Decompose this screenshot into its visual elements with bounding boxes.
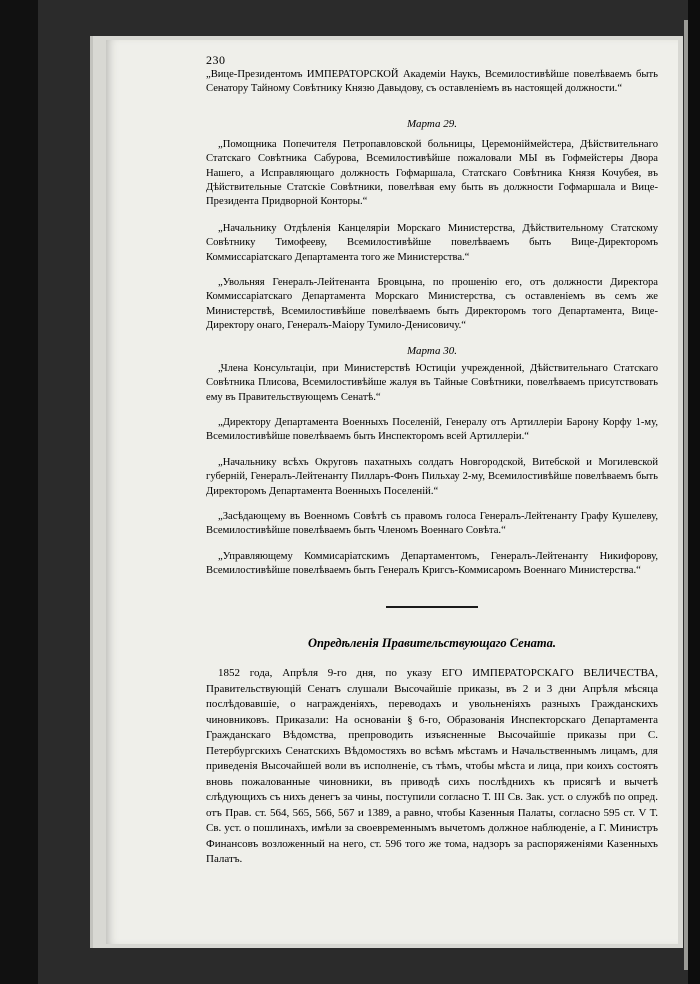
scan-background-right — [688, 0, 700, 984]
scan-background-left — [0, 0, 38, 984]
page-number: 230 — [206, 53, 226, 67]
paragraph-korf: „Директору Департамента Военныхъ Поселеній, Генералу отъ Артиллеріи Барону Корфу 1-му, Всемилостивѣйше повелѣваемъ быть Инспекторомъ всей Артиллеріи.“ — [206, 417, 658, 443]
paragraph-kushelev: „Засѣдающему въ Военномъ Совѣтѣ съ правомъ голоса Генералъ-Лейтенанту Графу Кушелеву, Всемилостивѣйше повелѣваемъ быть Членомъ Военнаго Совѣта.“ — [206, 511, 658, 537]
paragraph-nikiforov: „Управляющему Коммисаріатскимъ Департаментомъ, Генералъ-Лейтенанту Никифорову, Всемилостивѣйше повелѣваемъ быть Генералъ Кригсъ-Коммисаромъ Военнаго Министерства.“ — [206, 551, 658, 577]
paragraph-saburov: „Помощника Попечителя Петропавловской больницы, Церемоніймейстера, Дѣйствительнаго Статскаго Совѣтника Сабурова, Всемилостивѣйше пожаловали МЫ въ Гофмейстеры Двора Нашего, а Исправляющаго должность Гофмаршала, Статскаго Совѣтника Князя Кочубея, въ Дѣйствительные Статскіе Совѣтники, повелѣвая ему быть въ должности Гофмаршала и Вице-Президента Придворной Конторы.“ — [206, 139, 658, 208]
paragraph-plisov: „Члена Консультаціи, при Министерствѣ Юстиціи учрежденной, Дѣйствительнаго Статскаго Совѣтника Плисова, Всемилостивѣйше жалуя въ Тайные Совѣтники, повелѣваемъ присутствовать ему въ Правительствующемъ Сенатѣ.“ — [206, 363, 658, 403]
date-heading-march-30: Марта 30. — [407, 345, 457, 357]
paragraph-vice-president: „Вице-Президентомъ ИМПЕРАТОРСКОЙ Академіи Наукъ, Всемилостивѣйше повелѣваемъ быть Сенатору Тайному Совѣтнику Князю Давыдову, съ оставленіемъ въ настоящей должности.“ — [206, 69, 658, 95]
date-heading-march-29: Марта 29. — [407, 118, 457, 130]
paragraph-timofeev: „Начальнику Отдѣленія Канцеляріи Морскаго Министерства, Дѣйствительному Статскому Совѣтнику Тимофееву, Всемилостивѣйше повелѣваемъ быть Вице-Директоромъ Коммиссаріатскаго Департамента того же Министерства.“ — [206, 223, 658, 263]
paragraph-pillar: „Начальнику всѣхъ Округовъ пахатныхъ солдатъ Новгородской, Витебской и Могилевской губерній, Генералъ-Лейтенанту Пилларъ-Фонъ Пильхау 2-му, Всемилостивѣйше повелѣваемъ быть Директоромъ Департамента Военныхъ Поселеній.“ — [206, 457, 658, 497]
section-heading-senate: Опредѣленія Правительствующаго Сената. — [307, 636, 557, 650]
paragraph-brovtsyn: „Увольняя Генералъ-Лейтенанта Бровцына, по прошенію его, отъ должности Директора Коммиссаріатскаго Департамента Морскаго Министерства, съ оставленіемъ въ семъ же Министерствѣ, Всемилостивѣйше повелѣваемъ быть Директоромъ того Департамента, Вице-Директору онаго, Генералъ-Маіору Тумило-Денисовичу.“ — [206, 277, 658, 331]
section-divider — [386, 606, 478, 608]
senate-decree-text: 1852 года, Апрѣля 9-го дня, по указу ЕГО ИМПЕРАТОРСКАГО ВЕЛИЧЕСТВА, Правительствующій Сенатъ слушали Высочайшіе приказы, въ 2 и 3 дни Апрѣля мѣсяца послѣдовавшіе, о награжденіяхъ, переводахъ и увольненіяхъ разныхъ Гражданскихъ чиновниковъ. Приказали: На основаніи § 6-го, Образованія Инспекторскаго Департамента Гражданскаго Вѣдомства, препроводить изъясненные Высочайшіе приказы при С. Петербургскихъ Сенатскихъ Вѣдомостяхъ во всѣмъ мѣстамъ и Начальственнымъ лицамъ, для приведенія Высочайшей воли въ исполненіе, съ тѣмъ, чтобы мѣста и лица, при коихъ состоятъ вновь пожалованные чиновники, въ приводѣ сихъ послѣднихъ къ присягѣ и вычетѣ слѣдующихъ съ нихъ денегъ за чины, поступили согласно Т. III Св. Зак. уст. о службѣ по опред. отъ Прав. ст. 564, 565, 566, 567 и 1389, а равно, чтобы Казенныя Палаты, согласно 595 ст. V Т. Св. уст. о пошлинахъ, имѣли за своевременнымъ вычетомъ должное наблюденіе, а Г. Министръ Финансовъ возложенный на него, ст. 596 того же тома, надзоръ за распоряженіями Казенныхъ Палатъ. — [206, 667, 658, 865]
